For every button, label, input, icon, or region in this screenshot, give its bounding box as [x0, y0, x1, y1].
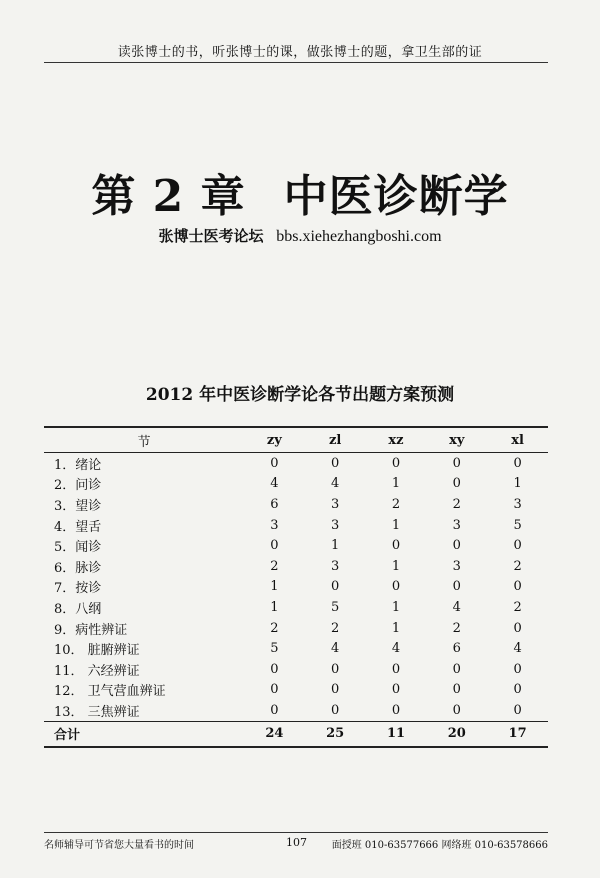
table-row	[44, 680, 548, 701]
section-name: 12． 卫气营血辨证	[54, 684, 166, 700]
cell-xl: 1	[513, 476, 522, 492]
cell-zl: 2	[331, 620, 340, 636]
cell-xz: 0	[391, 661, 401, 677]
section-name: 10． 脏腑辨证	[54, 643, 140, 659]
column-header-xl: xl	[487, 427, 548, 453]
section-name: 8．八纲	[54, 601, 102, 617]
exam-distribution-table	[44, 426, 548, 748]
cell-xy: 0	[452, 579, 461, 595]
cell-xz: 1	[391, 620, 401, 636]
table-row	[44, 618, 548, 639]
cell-xy: 4	[452, 599, 461, 615]
cell-xl: 2	[513, 599, 522, 615]
cell-zy: 1	[270, 599, 279, 615]
cell-xz: 4	[391, 641, 401, 657]
total-xy: 20	[426, 721, 487, 747]
table-row	[44, 535, 548, 556]
table-row	[44, 638, 548, 659]
forum-line	[0, 225, 600, 246]
footer-contact: 面授班 010-63577666 网络班 010-63578666	[331, 840, 548, 851]
page-number: 107	[286, 836, 307, 849]
cell-xl: 0	[513, 538, 522, 554]
cell-xl: 0	[513, 579, 522, 595]
table-row	[44, 474, 548, 495]
cell-xl: 0	[513, 455, 522, 471]
cell-zl: 0	[331, 661, 340, 677]
cell-zy: 0	[270, 455, 279, 471]
cell-xy: 0	[452, 455, 461, 471]
cell-xl: 3	[513, 496, 522, 512]
cell-xz: 0	[391, 682, 401, 698]
total-xz: 11	[366, 721, 427, 747]
column-header-zl: zl	[305, 427, 366, 453]
cell-xz: 1	[391, 558, 401, 574]
table-row	[44, 494, 548, 515]
total-label: 合计	[44, 721, 244, 747]
section-name: 5．闻诊	[54, 540, 102, 556]
cell-zl: 0	[331, 455, 340, 471]
forum-url: bbs.xiehezhangboshi.com	[276, 228, 442, 245]
cell-zy: 1	[270, 579, 279, 595]
table-row	[44, 577, 548, 598]
total-zy: 24	[244, 721, 305, 747]
cell-xy: 3	[452, 558, 461, 574]
table-body	[44, 453, 548, 722]
cell-zy: 0	[270, 682, 279, 698]
cell-zy: 0	[270, 702, 279, 718]
cell-zy: 0	[270, 661, 279, 677]
forum-name: 张博士医考论坛	[158, 227, 264, 245]
cell-xy: 0	[452, 661, 461, 677]
cell-xz: 2	[391, 496, 401, 512]
cell-zy: 5	[270, 641, 279, 657]
cell-xl: 0	[513, 702, 522, 718]
section-name: 4．望舌	[54, 519, 102, 535]
cell-zl: 0	[331, 579, 340, 595]
cell-zl: 0	[331, 682, 340, 698]
cell-zl: 4	[331, 476, 340, 492]
cell-xl: 0	[513, 682, 522, 698]
table-row	[44, 700, 548, 721]
cell-xy: 2	[452, 620, 461, 636]
table-row	[44, 515, 548, 536]
chapter-heading	[0, 160, 600, 224]
table-row	[44, 597, 548, 618]
cell-zy: 0	[270, 538, 279, 554]
cell-xz: 0	[391, 579, 401, 595]
cell-xz: 1	[391, 599, 401, 615]
cell-zy: 3	[270, 517, 279, 533]
section-name: 3．望诊	[54, 498, 102, 514]
cell-xy: 0	[452, 702, 461, 718]
chapter-number: 第 2 章	[91, 171, 246, 222]
cell-zl: 5	[331, 599, 340, 615]
cell-xl: 4	[513, 641, 522, 657]
cell-zl: 3	[331, 558, 340, 574]
cell-zy: 2	[270, 558, 279, 574]
cell-zl: 3	[331, 496, 340, 512]
cell-xy: 0	[452, 538, 461, 554]
cell-xl: 0	[513, 620, 522, 636]
header-rule	[44, 62, 548, 63]
table-header-row	[44, 427, 548, 453]
cell-xz: 1	[391, 517, 401, 533]
table-row	[44, 453, 548, 474]
section-name: 13． 三焦辨证	[54, 704, 140, 720]
cell-xy: 0	[452, 682, 461, 698]
section-name: 6．脉诊	[54, 560, 102, 576]
table-total-row	[44, 721, 548, 747]
cell-xz: 0	[391, 702, 401, 718]
cell-xl: 0	[513, 661, 522, 677]
table-title: 2012 年中医诊断学论各节出题方案预测	[145, 385, 455, 405]
section-name: 7．按诊	[54, 581, 102, 597]
column-header-xy: xy	[426, 427, 487, 453]
section-name: 9．病性辨证	[54, 622, 128, 638]
cell-zy: 4	[270, 476, 279, 492]
table-row	[44, 659, 548, 680]
cell-zl: 1	[331, 538, 340, 554]
table-row	[44, 556, 548, 577]
column-header-section: 节	[44, 427, 244, 453]
section-name: 11． 六经辨证	[54, 663, 140, 679]
cell-zy: 2	[270, 620, 279, 636]
cell-xy: 0	[452, 476, 461, 492]
cell-zy: 6	[270, 496, 279, 512]
page-header: 读张博士的书，听张博士的课，做张博士的题，拿卫生部的证	[117, 45, 483, 60]
column-header-xz: xz	[366, 427, 427, 453]
cell-xy: 3	[452, 517, 461, 533]
cell-xl: 2	[513, 558, 522, 574]
total-zl: 25	[305, 721, 366, 747]
cell-xy: 6	[452, 641, 461, 657]
cell-zl: 4	[331, 641, 340, 657]
cell-xz: 0	[391, 538, 401, 554]
cell-xy: 2	[452, 496, 461, 512]
cell-xz: 1	[391, 476, 401, 492]
section-name: 2．问诊	[54, 478, 102, 494]
cell-xl: 5	[513, 517, 522, 533]
chapter-title: 中医诊断学	[283, 171, 509, 222]
column-header-zy: zy	[244, 427, 305, 453]
footer-slogan: 名师辅导可节省您大量看书的时间	[44, 840, 194, 851]
total-xl: 17	[487, 721, 548, 747]
footer-rule	[44, 832, 548, 833]
section-name: 1．绪论	[54, 457, 102, 473]
cell-zl: 0	[331, 702, 340, 718]
cell-xz: 0	[391, 455, 401, 471]
cell-zl: 3	[331, 517, 340, 533]
